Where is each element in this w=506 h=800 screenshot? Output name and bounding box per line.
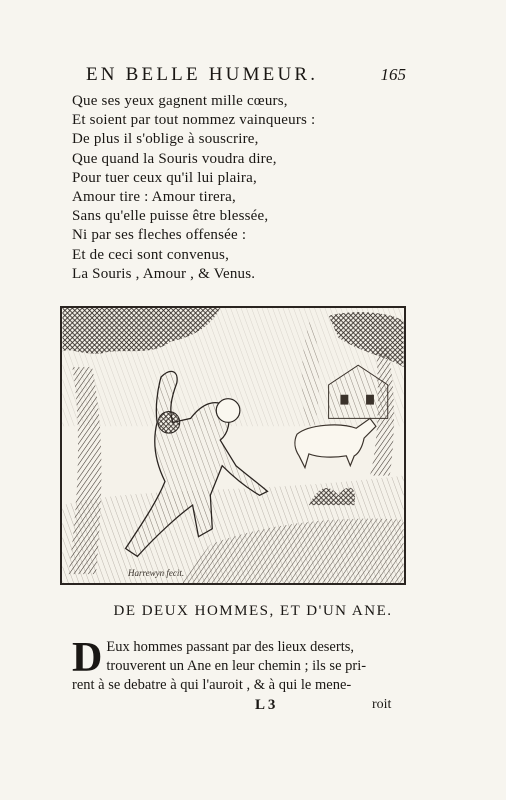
page-number: 165 — [380, 65, 406, 84]
poem-line: Pour tuer ceux qu'il lui plaira, — [72, 169, 257, 186]
poem-line: Que ses yeux gagnent mille cœurs, — [72, 93, 288, 109]
engraving-illustration — [60, 306, 406, 585]
poem-line: Et de ceci sont convenus, — [72, 246, 230, 263]
poem-line: La Souris , Amour , & Venus. — [72, 265, 256, 282]
poem-stanza — [72, 92, 392, 284]
engraving-artwork — [62, 308, 404, 583]
prose-line: trouverent un Ane en leur chemin ; ils se pri- — [106, 658, 367, 674]
poem-line: De plus il s'oblige à souscrire, — [72, 131, 259, 148]
prose-line: Eux hommes passant par des lieux deserts, — [106, 639, 354, 655]
poem-line: Sans qu'elle puisse être blessée, — [72, 208, 269, 225]
prose-line: rent à se debatre à qui l'auroit , & à qui le mene- — [72, 677, 352, 693]
poem-line: Et soient par tout nommez vainqueurs : — [72, 112, 316, 129]
signature-mark: L 3 — [255, 697, 276, 713]
catchword: roit — [372, 697, 392, 712]
poem-line: Ni par ses fleches offensée : — [72, 227, 247, 244]
engraver-signature: Harrewyn fecit. — [128, 568, 185, 578]
poem-line: Amour tire : Amour tirera, — [72, 189, 236, 206]
poem-line: Que quand la Souris voudra dire, — [72, 150, 277, 167]
fable-title: DE DEUX HOMMES, ET D'UN ANE. — [113, 603, 393, 619]
fable-text — [72, 635, 404, 695]
drop-cap: D — [72, 635, 103, 681]
running-title: EN BELLE HUMEUR. — [86, 64, 319, 85]
running-head — [86, 64, 406, 88]
